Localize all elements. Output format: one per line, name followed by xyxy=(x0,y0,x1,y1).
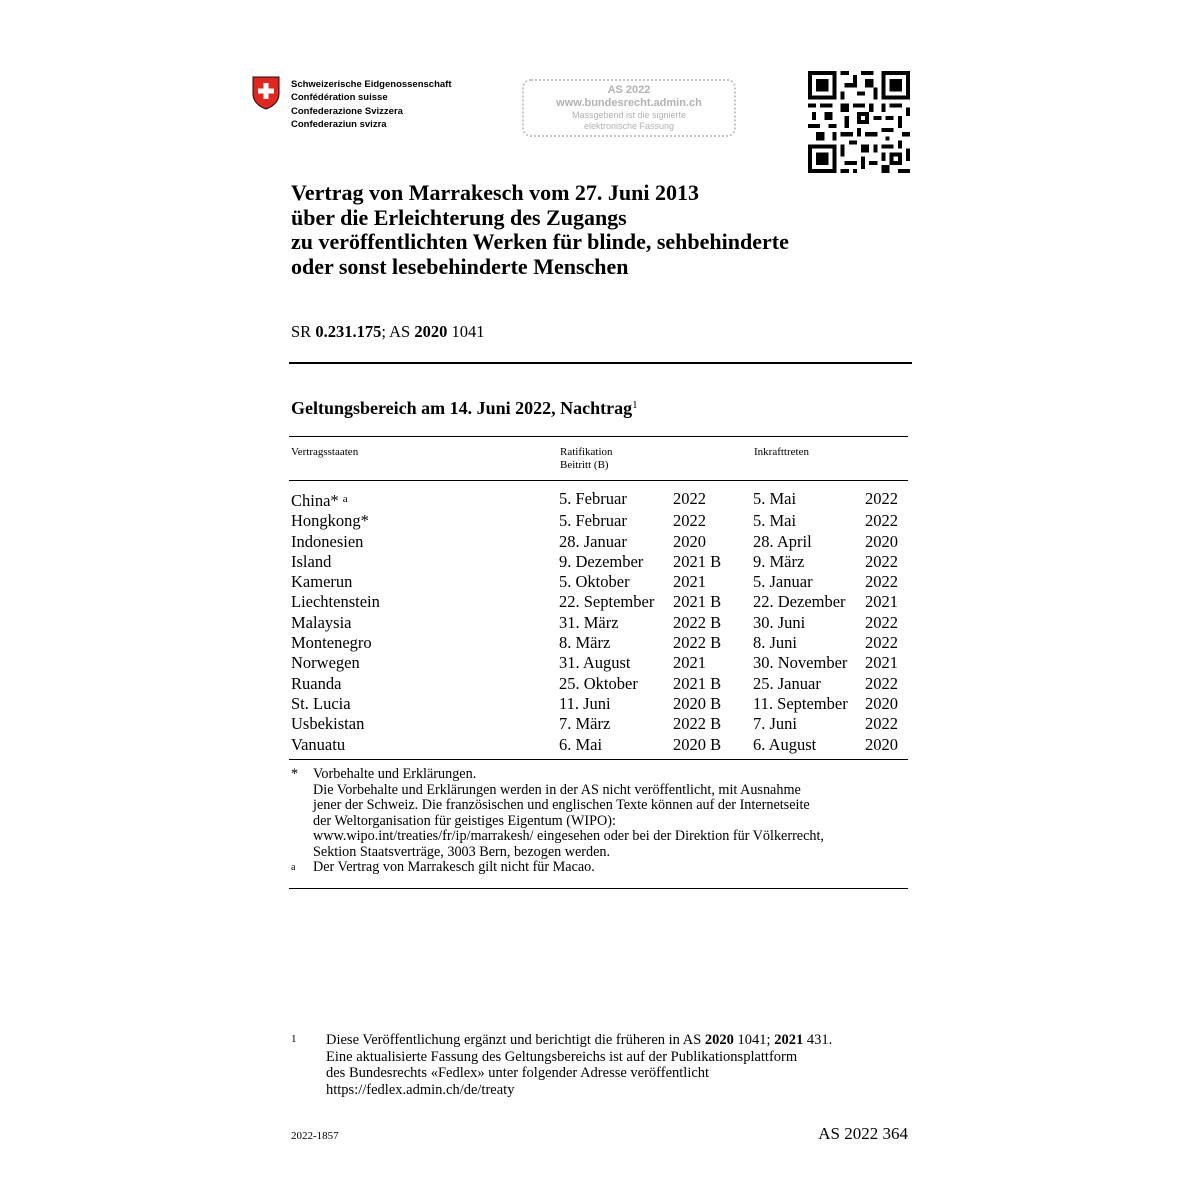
as-prefix: AS xyxy=(389,322,411,341)
entry-year-cell xyxy=(865,633,905,653)
entry-year-cell-text: 2022 xyxy=(865,489,898,508)
table-notes xyxy=(291,767,911,876)
header-entry: Inkrafttreten xyxy=(754,446,809,458)
ratification-year-cell-text: 2022 B xyxy=(673,714,722,734)
entry-year-cell-text: 2020 xyxy=(865,693,898,713)
table-row xyxy=(291,489,905,511)
table-row xyxy=(291,511,905,531)
sr-prefix: SR xyxy=(291,322,312,341)
entry-date-cell xyxy=(753,613,865,633)
entry-date-cell xyxy=(753,735,865,755)
title-line-1: Vertrag von Marrakesch vom 27. Juni 2013 xyxy=(291,180,699,205)
entry-date-cell-text: 25. Januar xyxy=(753,673,821,693)
ratification-year-cell xyxy=(673,592,753,612)
ratification-date-cell-text: 25. Oktober xyxy=(559,673,638,693)
ratification-date-cell xyxy=(559,653,673,673)
ratification-year-cell xyxy=(673,694,753,714)
entry-date-cell xyxy=(753,714,865,734)
entry-year-cell xyxy=(865,511,905,531)
footnote-mark-a[interactable]: a xyxy=(342,493,348,505)
sr-separator: ; xyxy=(381,322,386,341)
entry-year-cell-text: 2022 xyxy=(865,551,898,571)
table-bottom-rule xyxy=(289,759,908,760)
ratification-year-cell-text: 2022 B xyxy=(673,633,722,653)
sr-reference xyxy=(291,322,484,342)
ratification-date-cell xyxy=(559,674,673,694)
header-ratification xyxy=(560,446,613,472)
entry-year-cell xyxy=(865,653,905,673)
ratification-year-cell-text: 2020 B xyxy=(673,734,722,754)
ratification-year-cell-text: 2022 xyxy=(673,511,706,531)
page-footnote xyxy=(291,1032,911,1098)
entry-year-cell-text: 2022 xyxy=(865,714,898,734)
sr-number: 0.231.175 xyxy=(315,322,382,341)
table-row xyxy=(291,592,905,612)
ratification-date-cell-text: 28. Januar xyxy=(559,531,627,551)
scope-footnote-mark[interactable]: 1 xyxy=(632,399,638,411)
entry-year-cell xyxy=(865,592,905,612)
entry-date-cell xyxy=(753,511,865,531)
ratification-date-cell-text: 11. Juni xyxy=(559,693,611,713)
state-cell-text: St. Lucia xyxy=(291,693,351,713)
scope-heading-text: Geltungsbereich am 14. Juni 2022, Nachtrag xyxy=(291,398,633,418)
entry-year-cell xyxy=(865,674,905,694)
ratification-year-cell xyxy=(673,674,753,694)
table-row xyxy=(291,572,905,592)
confederation-de: Schweizerische Eidgenossenschaft xyxy=(291,79,452,90)
table-row xyxy=(291,694,905,714)
ratification-date-cell-text: 9. Dezember xyxy=(559,551,644,571)
entry-year-cell xyxy=(865,735,905,755)
entry-date-cell-text: 6. August xyxy=(753,734,817,754)
stamp-as-number: AS 2022 xyxy=(607,84,651,96)
entry-date-cell-text: 28. April xyxy=(753,531,812,551)
state-cell xyxy=(291,532,559,552)
note-a-symbol: a xyxy=(291,862,296,873)
ratification-date-cell xyxy=(559,572,673,592)
header-ratification-line-1: Ratifikation xyxy=(560,446,613,458)
state-cell-text: Norwegen xyxy=(291,653,360,673)
table-row xyxy=(291,532,905,552)
footnote-as-year-1: 2020 xyxy=(704,1032,734,1048)
footnote-number: 1 xyxy=(291,1033,297,1045)
note-star xyxy=(291,767,911,860)
footnote-line-1 xyxy=(326,1032,911,1049)
entry-year-cell-text: 2021 xyxy=(865,592,898,612)
title-divider xyxy=(289,362,912,364)
state-cell xyxy=(291,714,559,734)
state-cell xyxy=(291,674,559,694)
note-star-line: Die Vorbehalte und Erklärungen werden in der AS nicht veröffentlicht, mit Ausnahme xyxy=(313,781,801,798)
ratification-date-cell-text: 5. Oktober xyxy=(559,572,630,592)
note-a-text: Der Vertrag von Marrakesch gilt nicht für Macao. xyxy=(313,859,595,875)
state-cell-text: Indonesien xyxy=(291,531,364,551)
state-cell xyxy=(291,489,559,511)
state-cell xyxy=(291,613,559,633)
note-star-line: www.wipo.int/treaties/fr/ip/marrakesh/ eingesehen oder bei der Direktion für Völkerrecht, xyxy=(313,828,824,844)
confederation-rm: Confederaziun svizra xyxy=(291,119,387,131)
state-cell xyxy=(291,633,559,653)
ratification-year-cell-text: 2022 xyxy=(673,489,706,508)
entry-date-cell-text: 5. Januar xyxy=(753,572,813,592)
ratification-year-cell xyxy=(673,489,753,511)
table-row xyxy=(291,613,905,633)
footnote-url[interactable]: https://fedlex.admin.ch/de/treaty xyxy=(326,1081,515,1098)
entry-year-cell-text: 2022 xyxy=(865,572,898,592)
ratification-date-cell xyxy=(559,714,673,734)
entry-year-cell-text: 2022 xyxy=(865,673,898,693)
ratification-date-cell xyxy=(559,633,673,653)
entry-date-cell-text: 30. November xyxy=(753,653,848,673)
states-table xyxy=(291,489,905,755)
stamp-note-1: Massgebend ist die signierte xyxy=(571,110,687,120)
note-star-line: der Weltorganisation für geistiges Eigentum (WIPO): xyxy=(313,812,616,829)
entry-year-cell-text: 2021 xyxy=(865,653,898,673)
entry-year-cell-text: 2022 xyxy=(865,633,898,653)
ratification-year-cell-text: 2020 xyxy=(673,531,706,551)
state-cell-text: Malaysia xyxy=(291,612,352,632)
entry-year-cell xyxy=(865,694,905,714)
entry-year-cell xyxy=(865,532,905,552)
ratification-year-cell-text: 2021 B xyxy=(673,673,722,693)
entry-year-cell xyxy=(865,572,905,592)
ratification-date-cell-text: 6. Mai xyxy=(559,734,603,754)
entry-year-cell-text: 2020 xyxy=(865,531,898,551)
entry-year-cell xyxy=(865,552,905,572)
confederation-names xyxy=(291,78,452,132)
state-cell xyxy=(291,694,559,714)
note-star-symbol: * xyxy=(291,766,299,782)
ratification-date-cell xyxy=(559,489,673,511)
entry-year-cell xyxy=(865,714,905,734)
entry-date-cell xyxy=(753,552,865,572)
table-row xyxy=(291,674,905,694)
ratification-date-cell xyxy=(559,735,673,755)
entry-year-cell-text: 2022 xyxy=(865,612,898,632)
states-table-body xyxy=(291,489,905,755)
entry-year-cell xyxy=(865,613,905,633)
state-cell xyxy=(291,592,559,612)
ratification-date-cell xyxy=(559,511,673,531)
entry-date-cell-text: 11. September xyxy=(753,693,848,713)
as-page: 1041 xyxy=(451,322,485,341)
entry-date-cell-text: 22. Dezember xyxy=(753,592,846,612)
notes-bottom-rule xyxy=(289,888,908,889)
entry-year-cell-text: 2022 xyxy=(865,511,898,531)
stamp-url[interactable]: www.bundesrecht.admin.ch xyxy=(556,97,702,109)
entry-date-cell xyxy=(753,633,865,653)
entry-date-cell-text: 5. Mai xyxy=(753,511,797,531)
ratification-year-cell xyxy=(673,633,753,653)
footnote-line-3: des Bundesrechts «Fedlex» unter folgender Adresse veröffentlicht xyxy=(326,1065,710,1081)
entry-date-cell xyxy=(753,592,865,612)
title-line-2: über die Erleichterung des Zugangs xyxy=(291,204,627,230)
state-cell xyxy=(291,653,559,673)
state-cell-text: Kamerun xyxy=(291,572,353,592)
stamp-note-2: elektronische Fassung xyxy=(583,121,675,131)
entry-date-cell-text: 30. Juni xyxy=(753,612,806,632)
document-number: 2022-1857 xyxy=(291,1130,339,1142)
ratification-year-cell-text: 2021 B xyxy=(673,592,722,612)
state-cell-text: Ruanda xyxy=(291,673,342,693)
state-cell xyxy=(291,552,559,572)
ratification-year-cell xyxy=(673,511,753,531)
confederation-it: Confederazione Svizzera xyxy=(291,105,403,117)
entry-date-cell-text: 8. Juni xyxy=(753,633,798,653)
ratification-year-cell xyxy=(673,532,753,552)
note-star-line: Vorbehalte und Erklärungen. xyxy=(313,766,477,782)
state-cell-text: Liechtenstein xyxy=(291,592,380,612)
entry-year-cell xyxy=(865,489,905,511)
scope-heading xyxy=(291,398,638,419)
state-cell-text: Usbekistan xyxy=(291,714,365,734)
as-number: AS 2022 364 xyxy=(818,1124,908,1143)
footnote-as-page-1: 1041; xyxy=(737,1032,771,1048)
note-star-line: jener der Schweiz. Die französischen und englischen Texte können auf der Internetseite xyxy=(313,797,810,813)
swiss-cross-shield-icon xyxy=(252,76,280,110)
entry-date-cell xyxy=(753,653,865,673)
ratification-date-cell xyxy=(559,592,673,612)
state-cell-text: Montenegro xyxy=(291,633,372,653)
ratification-year-cell-text: 2021 B xyxy=(673,551,722,571)
ratification-date-cell-text: 31. März xyxy=(559,612,619,632)
table-header-rule xyxy=(289,480,908,481)
entry-date-cell xyxy=(753,674,865,694)
entry-year-cell-text: 2020 xyxy=(865,734,898,754)
page-title xyxy=(291,181,789,279)
table-top-rule xyxy=(289,436,908,437)
entry-date-cell xyxy=(753,694,865,714)
ratification-date-cell-text: 31. August xyxy=(559,653,631,673)
ratification-year-cell xyxy=(673,653,753,673)
entry-date-cell xyxy=(753,572,865,592)
table-row xyxy=(291,735,905,755)
ratification-date-cell-text: 7. März xyxy=(559,714,611,734)
ratification-date-cell xyxy=(559,552,673,572)
signature-stamp xyxy=(522,79,736,137)
ratification-year-cell xyxy=(673,552,753,572)
ratification-date-cell-text: 5. Februar xyxy=(559,511,627,531)
ratification-year-cell xyxy=(673,735,753,755)
note-a xyxy=(291,860,911,876)
ratification-year-cell xyxy=(673,714,753,734)
ratification-year-cell-text: 2021 xyxy=(673,653,706,673)
entry-date-cell xyxy=(753,532,865,552)
title-line-3: zu veröffentlichten Werken für blinde, sehbehinderte xyxy=(291,229,789,254)
state-cell-text: Vanuatu xyxy=(291,734,346,754)
as-year: 2020 xyxy=(414,322,448,341)
confederation-fr: Confédération suisse xyxy=(291,92,388,104)
ratification-year-cell-text: 2021 xyxy=(673,572,706,592)
ratification-date-cell-text: 22. September xyxy=(559,592,655,612)
footnote-as-year-2: 2021 xyxy=(774,1032,804,1048)
state-cell xyxy=(291,511,559,531)
state-cell-text: Hongkong* xyxy=(291,511,369,531)
footnote-line-2: Eine aktualisierte Fassung des Geltungsbereichs ist auf der Publikationsplattform xyxy=(326,1048,798,1065)
ratification-year-cell-text: 2022 B xyxy=(673,612,722,632)
ratification-year-cell-text: 2020 B xyxy=(673,693,722,713)
ratification-year-cell xyxy=(673,572,753,592)
entry-date-cell-text: 9. März xyxy=(753,551,805,571)
state-cell-text: Island xyxy=(291,551,332,571)
title-line-4: oder sonst lesebehinderte Menschen xyxy=(291,253,629,279)
footnote-line-1-text: Diese Veröffentlichung ergänzt und berichtigt die früheren in AS xyxy=(326,1032,702,1048)
ratification-date-cell xyxy=(559,532,673,552)
note-star-line: Sektion Staatsverträge, 3003 Bern, bezogen werden. xyxy=(313,843,611,860)
footnote-as-page-2: 431. xyxy=(806,1032,833,1048)
state-cell-text: China* xyxy=(291,491,339,510)
table-row xyxy=(291,633,905,653)
footnote-text xyxy=(326,1032,911,1098)
table-row xyxy=(291,714,905,734)
ratification-year-cell xyxy=(673,613,753,633)
state-cell xyxy=(291,572,559,592)
state-cell xyxy=(291,735,559,755)
ratification-date-cell-text: 8. März xyxy=(559,633,611,653)
entry-date-cell-text: 5. Mai xyxy=(753,489,797,508)
header-states: Vertragsstaaten xyxy=(291,446,359,458)
ratification-date-cell xyxy=(559,694,673,714)
ratification-date-cell xyxy=(559,613,673,633)
qr-code-icon xyxy=(808,71,910,173)
table-row xyxy=(291,552,905,572)
header-ratification-line-2: Beitritt (B) xyxy=(560,459,609,471)
entry-date-cell-text: 7. Juni xyxy=(753,714,798,734)
note-star-text xyxy=(313,767,824,860)
ratification-date-cell-text: 5. Februar xyxy=(559,489,627,508)
table-row xyxy=(291,653,905,673)
entry-date-cell xyxy=(753,489,865,511)
